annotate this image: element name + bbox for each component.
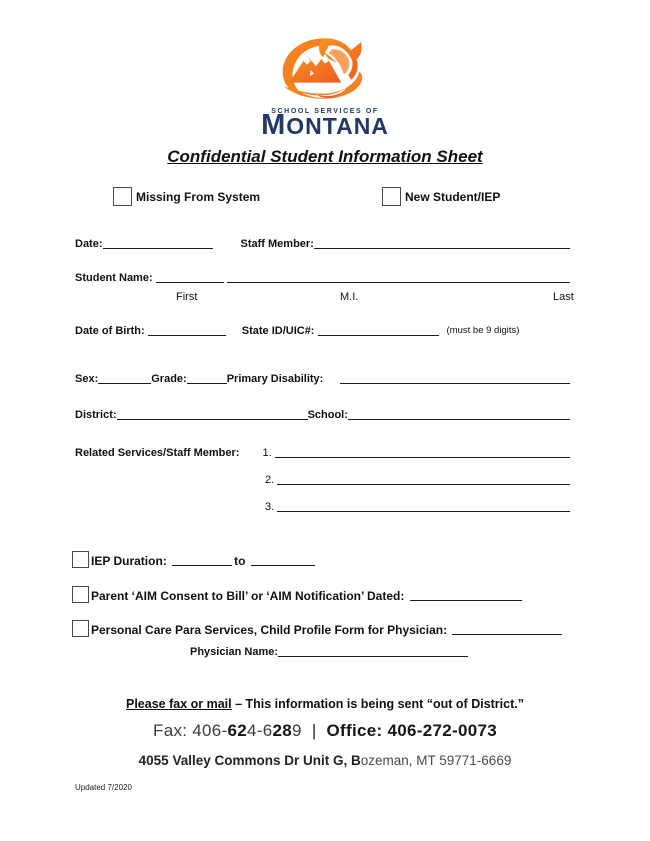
- iep-to-label: to: [234, 554, 249, 568]
- phone-numbers-line: [0, 721, 650, 741]
- personal-care-line: [452, 634, 562, 635]
- related-item-2-number: 2.: [265, 474, 278, 486]
- fox-mountain-logo-icon: [271, 33, 379, 107]
- sex-label: Sex:: [75, 373, 99, 385]
- new-student-iep-option: [382, 187, 500, 206]
- logo-tagline: SCHOOL SERVICES OF: [271, 108, 379, 115]
- fax-or-mail-note: [0, 697, 650, 711]
- student-name-line-2: [227, 282, 570, 283]
- middle-initial-sublabel: M.I.: [340, 291, 359, 303]
- related-item-1-line: [275, 457, 570, 458]
- primary-disability-label: Primary Disability:: [226, 373, 327, 385]
- address-bold-part: 4055 Valley Commons Dr Unit G, B: [138, 753, 361, 768]
- office-number: Office: 406-272-0073: [326, 721, 497, 740]
- logo-brand-initial: M: [261, 109, 287, 141]
- fax-number-part: 4-6: [247, 721, 273, 740]
- physician-name-label: Physician Name:: [190, 646, 279, 658]
- grade-label: Grade:: [151, 373, 187, 385]
- aim-dated-line: [410, 600, 522, 601]
- aim-label: Parent ‘AIM Consent to Bill’ or ‘AIM Notification’ Dated:: [91, 589, 408, 603]
- last-name-sublabel: Last: [553, 291, 574, 303]
- state-id-note: (must be 9 digits): [446, 325, 520, 336]
- district-label: District:: [75, 409, 117, 421]
- fax-number-part: 9: [292, 721, 302, 740]
- student-name-line-1: [156, 282, 224, 283]
- grade-line: [187, 383, 227, 384]
- iep-duration-option: [72, 551, 315, 568]
- fax-number-part: Fax: 406-: [153, 721, 228, 740]
- iep-to-line: [251, 565, 315, 566]
- aim-option: [72, 586, 522, 603]
- logo: [0, 33, 650, 141]
- fax-number-part: 62: [227, 721, 248, 740]
- fax-or-mail-underlined: Please fax or mail: [125, 697, 232, 711]
- iep-duration-label: IEP Duration:: [91, 554, 171, 568]
- related-item-2-line: [277, 484, 570, 485]
- student-name-label: Student Name:: [75, 272, 156, 284]
- school-line: [348, 419, 570, 420]
- first-name-sublabel: First: [176, 291, 198, 303]
- primary-disability-line: [340, 383, 570, 384]
- state-id-label: State ID/UIC#:: [241, 325, 318, 337]
- related-item-3-line: [277, 511, 570, 512]
- missing-from-system-option: [113, 187, 260, 206]
- updated-note: Updated 7/2020: [75, 783, 132, 792]
- dob-label: Date of Birth:: [75, 325, 148, 337]
- related-services-label: Related Services/Staff Member:: [75, 447, 240, 459]
- sex-line: [98, 383, 151, 384]
- physician-name-line: [278, 656, 468, 657]
- school-label: School:: [307, 409, 348, 421]
- district-line: [117, 419, 308, 420]
- page-title: Confidential Student Information Sheet: [167, 147, 483, 166]
- date-line: [103, 248, 213, 249]
- fax-number-part: 28: [272, 721, 293, 740]
- date-label: Date:: [75, 238, 103, 250]
- iep-from-line: [172, 565, 232, 566]
- personal-care-checkbox[interactable]: [72, 620, 89, 637]
- new-student-iep-label: New Student/IEP: [405, 189, 501, 204]
- iep-duration-checkbox[interactable]: [72, 551, 89, 568]
- personal-care-option: [72, 620, 562, 637]
- logo-brand-rest: ONTANA: [286, 113, 389, 139]
- new-student-iep-checkbox[interactable]: [382, 187, 401, 206]
- address-line: [0, 753, 650, 768]
- missing-from-system-label: Missing From System: [136, 189, 261, 204]
- staff-member-label: Staff Member:: [240, 238, 314, 250]
- staff-member-line: [314, 248, 570, 249]
- dob-line: [148, 335, 226, 336]
- missing-from-system-checkbox[interactable]: [113, 187, 132, 206]
- state-id-line: [318, 335, 439, 336]
- separator-pipe: |: [311, 721, 317, 740]
- address-rest-part: ozeman, MT 59771-6669: [360, 753, 512, 768]
- aim-checkbox[interactable]: [72, 586, 89, 603]
- related-item-1-number: 1.: [262, 447, 275, 459]
- fax-or-mail-rest: – This information is being sent “out of District.”: [231, 697, 524, 711]
- related-item-3-number: 3.: [265, 501, 278, 513]
- personal-care-label: Personal Care Para Services, Child Profile Form for Physician:: [91, 623, 451, 637]
